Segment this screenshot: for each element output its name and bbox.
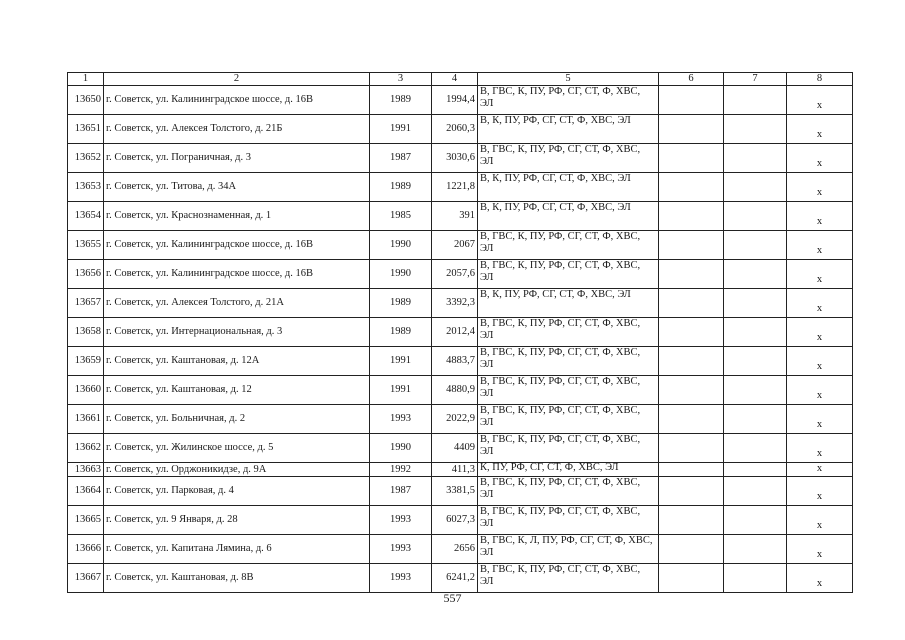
address-cell: г. Советск, ул. Орджоникидзе, д. 9А: [104, 463, 370, 477]
row-number: 13662: [68, 434, 104, 463]
row-number: 13664: [68, 477, 104, 506]
column-7-cell: [724, 173, 787, 202]
column-8-mark: х: [787, 173, 853, 202]
row-number: 13658: [68, 318, 104, 347]
table-row: [68, 564, 853, 593]
row-number: 13655: [68, 231, 104, 260]
column-8-mark: х: [787, 376, 853, 405]
column-6-cell: [659, 376, 724, 405]
row-number: 13661: [68, 405, 104, 434]
year-cell: 1987: [370, 477, 432, 506]
column-8-mark: х: [787, 434, 853, 463]
table-row: [68, 347, 853, 376]
column-6-cell: [659, 144, 724, 173]
year-cell: 1993: [370, 506, 432, 535]
year-cell: 1989: [370, 86, 432, 115]
column-7-cell: [724, 260, 787, 289]
column-8-mark: х: [787, 318, 853, 347]
column-6-cell: [659, 405, 724, 434]
address-cell: г. Советск, ул. Каштановая, д. 12: [104, 376, 370, 405]
column-6-cell: [659, 463, 724, 477]
area-cell: 6027,3: [432, 506, 478, 535]
column-8-mark: х: [787, 231, 853, 260]
row-number: 13650: [68, 86, 104, 115]
column-8-mark: х: [787, 347, 853, 376]
year-cell: 1993: [370, 535, 432, 564]
year-cell: 1991: [370, 376, 432, 405]
column-6-cell: [659, 506, 724, 535]
row-number: 13663: [68, 463, 104, 477]
area-cell: 6241,2: [432, 564, 478, 593]
address-cell: г. Советск, ул. 9 Января, д. 28: [104, 506, 370, 535]
column-6-cell: [659, 434, 724, 463]
area-cell: 1994,4: [432, 86, 478, 115]
column-6-cell: [659, 289, 724, 318]
table-row: [68, 202, 853, 231]
row-number: 13660: [68, 376, 104, 405]
table-row: [68, 289, 853, 318]
column-header-6: 6: [659, 73, 724, 86]
table-row: [68, 231, 853, 260]
header-row: [68, 73, 853, 86]
column-6-cell: [659, 86, 724, 115]
column-8-mark: х: [787, 535, 853, 564]
area-cell: 2656: [432, 535, 478, 564]
year-cell: 1985: [370, 202, 432, 231]
address-cell: г. Советск, ул. Пограничная, д. 3: [104, 144, 370, 173]
area-cell: 2012,4: [432, 318, 478, 347]
column-7-cell: [724, 202, 787, 231]
column-6-cell: [659, 231, 724, 260]
column-6-cell: [659, 347, 724, 376]
address-cell: г. Советск, ул. Алексея Толстого, д. 21А: [104, 289, 370, 318]
row-number: 13652: [68, 144, 104, 173]
services-cell: В, ГВС, К, ПУ, РФ, СГ, СТ, Ф, ХВС, ЭЛ: [478, 86, 659, 115]
column-6-cell: [659, 173, 724, 202]
services-cell: В, ГВС, К, ПУ, РФ, СГ, СТ, Ф, ХВС, ЭЛ: [478, 231, 659, 260]
column-7-cell: [724, 347, 787, 376]
services-cell: В, ГВС, К, ПУ, РФ, СГ, СТ, Ф, ХВС, ЭЛ: [478, 318, 659, 347]
area-cell: 2057,6: [432, 260, 478, 289]
address-cell: г. Советск, ул. Капитана Лямина, д. 6: [104, 535, 370, 564]
column-8-mark: х: [787, 289, 853, 318]
area-cell: 4409: [432, 434, 478, 463]
table-row: [68, 463, 853, 477]
area-cell: 2022,9: [432, 405, 478, 434]
table-row: [68, 144, 853, 173]
column-6-cell: [659, 318, 724, 347]
row-number: 13666: [68, 535, 104, 564]
column-7-cell: [724, 376, 787, 405]
column-7-cell: [724, 144, 787, 173]
services-cell: В, К, ПУ, РФ, СГ, СТ, Ф, ХВС, ЭЛ: [478, 173, 659, 202]
area-cell: 3381,5: [432, 477, 478, 506]
column-8-mark: х: [787, 144, 853, 173]
year-cell: 1987: [370, 144, 432, 173]
services-cell: В, ГВС, К, ПУ, РФ, СГ, СТ, Ф, ХВС, ЭЛ: [478, 405, 659, 434]
area-cell: 391: [432, 202, 478, 231]
column-7-cell: [724, 318, 787, 347]
address-cell: г. Советск, ул. Каштановая, д. 8В: [104, 564, 370, 593]
services-cell: В, ГВС, К, Л, ПУ, РФ, СГ, СТ, Ф, ХВС, ЭЛ: [478, 535, 659, 564]
year-cell: 1989: [370, 318, 432, 347]
column-7-cell: [724, 564, 787, 593]
table-row: [68, 86, 853, 115]
column-7-cell: [724, 86, 787, 115]
address-cell: г. Советск, ул. Больничная, д. 2: [104, 405, 370, 434]
row-number: 13651: [68, 115, 104, 144]
services-cell: В, ГВС, К, ПУ, РФ, СГ, СТ, Ф, ХВС, ЭЛ: [478, 347, 659, 376]
table-row: [68, 477, 853, 506]
row-number: 13653: [68, 173, 104, 202]
column-header-8: 8: [787, 73, 853, 86]
column-7-cell: [724, 477, 787, 506]
table-row: [68, 376, 853, 405]
area-cell: 2067: [432, 231, 478, 260]
column-7-cell: [724, 231, 787, 260]
table-row: [68, 173, 853, 202]
services-cell: В, ГВС, К, ПУ, РФ, СГ, СТ, Ф, ХВС, ЭЛ: [478, 564, 659, 593]
year-cell: 1991: [370, 115, 432, 144]
column-8-mark: х: [787, 564, 853, 593]
table-row: [68, 535, 853, 564]
area-cell: 4880,9: [432, 376, 478, 405]
year-cell: 1992: [370, 463, 432, 477]
row-number: 13659: [68, 347, 104, 376]
column-8-mark: х: [787, 260, 853, 289]
table-row: [68, 115, 853, 144]
column-8-mark: х: [787, 202, 853, 231]
services-cell: В, К, ПУ, РФ, СГ, СТ, Ф, ХВС, ЭЛ: [478, 289, 659, 318]
row-number: 13656: [68, 260, 104, 289]
column-header-5: 5: [478, 73, 659, 86]
year-cell: 1990: [370, 231, 432, 260]
address-cell: г. Советск, ул. Краснознаменная, д. 1: [104, 202, 370, 231]
year-cell: 1989: [370, 173, 432, 202]
address-cell: г. Советск, ул. Алексея Толстого, д. 21Б: [104, 115, 370, 144]
address-cell: г. Советск, ул. Калининградское шоссе, д. 16В: [104, 231, 370, 260]
address-cell: г. Советск, ул. Жилинское шоссе, д. 5: [104, 434, 370, 463]
column-7-cell: [724, 434, 787, 463]
area-cell: 1221,8: [432, 173, 478, 202]
column-7-cell: [724, 535, 787, 564]
column-8-mark: х: [787, 506, 853, 535]
services-cell: В, ГВС, К, ПУ, РФ, СГ, СТ, Ф, ХВС, ЭЛ: [478, 144, 659, 173]
row-number: 13667: [68, 564, 104, 593]
table-row: [68, 434, 853, 463]
address-cell: г. Советск, ул. Калининградское шоссе, д. 16В: [104, 86, 370, 115]
area-cell: 4883,7: [432, 347, 478, 376]
housing-register-table: [67, 72, 853, 593]
address-cell: г. Советск, ул. Интернациональная, д. 3: [104, 318, 370, 347]
year-cell: 1991: [370, 347, 432, 376]
table-row: [68, 260, 853, 289]
area-cell: 3392,3: [432, 289, 478, 318]
column-7-cell: [724, 463, 787, 477]
address-cell: г. Советск, ул. Каштановая, д. 12А: [104, 347, 370, 376]
table-row: [68, 318, 853, 347]
column-6-cell: [659, 535, 724, 564]
column-6-cell: [659, 202, 724, 231]
services-cell: В, ГВС, К, ПУ, РФ, СГ, СТ, Ф, ХВС, ЭЛ: [478, 477, 659, 506]
services-cell: К, ПУ, РФ, СГ, СТ, Ф, ХВС, ЭЛ: [478, 463, 659, 477]
row-number: 13665: [68, 506, 104, 535]
services-cell: В, ГВС, К, ПУ, РФ, СГ, СТ, Ф, ХВС, ЭЛ: [478, 376, 659, 405]
year-cell: 1990: [370, 260, 432, 289]
area-cell: 2060,3: [432, 115, 478, 144]
services-cell: В, ГВС, К, ПУ, РФ, СГ, СТ, Ф, ХВС, ЭЛ: [478, 260, 659, 289]
column-6-cell: [659, 564, 724, 593]
services-cell: В, К, ПУ, РФ, СГ, СТ, Ф, ХВС, ЭЛ: [478, 115, 659, 144]
column-7-cell: [724, 405, 787, 434]
address-cell: г. Советск, ул. Калининградское шоссе, д. 16В: [104, 260, 370, 289]
column-header-2: 2: [104, 73, 370, 86]
column-header-3: 3: [370, 73, 432, 86]
services-cell: В, К, ПУ, РФ, СГ, СТ, Ф, ХВС, ЭЛ: [478, 202, 659, 231]
year-cell: 1993: [370, 564, 432, 593]
column-8-mark: х: [787, 86, 853, 115]
area-cell: 3030,6: [432, 144, 478, 173]
services-cell: В, ГВС, К, ПУ, РФ, СГ, СТ, Ф, ХВС, ЭЛ: [478, 506, 659, 535]
column-header-4: 4: [432, 73, 478, 86]
column-8-mark: х: [787, 405, 853, 434]
column-8-mark: х: [787, 463, 853, 477]
column-6-cell: [659, 115, 724, 144]
column-7-cell: [724, 115, 787, 144]
column-8-mark: х: [787, 477, 853, 506]
row-number: 13654: [68, 202, 104, 231]
table-row: [68, 506, 853, 535]
column-6-cell: [659, 477, 724, 506]
services-cell: В, ГВС, К, ПУ, РФ, СГ, СТ, Ф, ХВС, ЭЛ: [478, 434, 659, 463]
column-8-mark: х: [787, 115, 853, 144]
address-cell: г. Советск, ул. Титова, д. 34А: [104, 173, 370, 202]
year-cell: 1989: [370, 289, 432, 318]
column-7-cell: [724, 289, 787, 318]
row-number: 13657: [68, 289, 104, 318]
column-6-cell: [659, 260, 724, 289]
year-cell: 1993: [370, 405, 432, 434]
page-number: 557: [443, 591, 462, 605]
column-7-cell: [724, 506, 787, 535]
address-cell: г. Советск, ул. Парковая, д. 4: [104, 477, 370, 506]
table-row: [68, 405, 853, 434]
column-header-1: 1: [68, 73, 104, 86]
year-cell: 1990: [370, 434, 432, 463]
area-cell: 411,3: [432, 463, 478, 477]
column-header-7: 7: [724, 73, 787, 86]
